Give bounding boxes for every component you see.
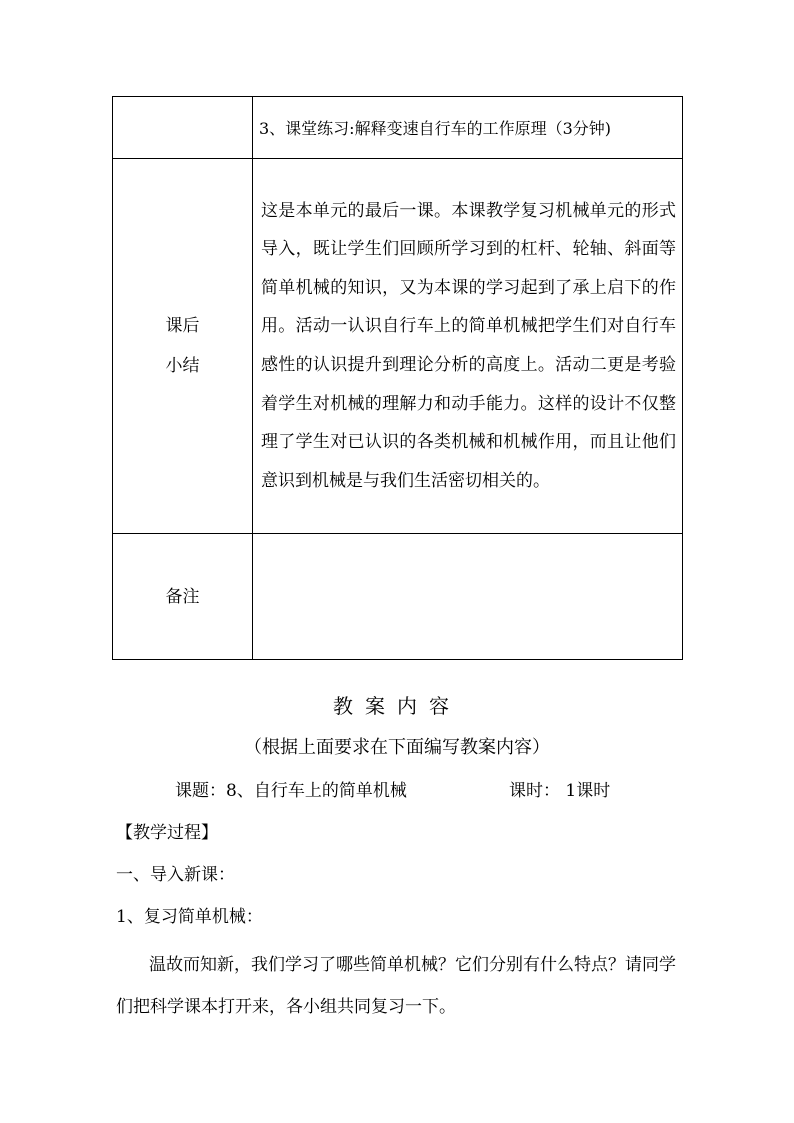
remarks-cell <box>253 534 683 660</box>
process-heading: 【教学过程】 <box>116 823 218 843</box>
summary-label-cell <box>113 159 253 534</box>
paragraph-review: 温故而知新，我们学习了哪些简单机械？它们分别有什么特点？请同学们把科学课本打开来，各小组共同复习一下。 <box>116 955 676 1017</box>
lesson-hours: 课时： 1课时 <box>509 781 611 801</box>
lesson-title: 教案内容 <box>333 694 461 718</box>
table-row <box>113 159 683 534</box>
summary-label-line2: 小结 <box>165 356 200 376</box>
table-row <box>113 534 683 660</box>
summary-cell <box>253 159 683 534</box>
exercise-cell <box>253 97 683 159</box>
table-row <box>113 97 683 159</box>
row-label-empty <box>113 97 253 159</box>
lesson-subtitle: （根据上面要求在下面编写教案内容） <box>244 737 550 758</box>
summary-label-line1: 课后 <box>165 316 200 336</box>
subsection1-heading: 1、复习简单机械： <box>116 907 263 927</box>
exercise-text: 3、课堂练习:解释变速自行车的工作原理（3分钟) <box>259 119 611 138</box>
lesson-topic: 课题：8、自行车上的简单机械 <box>175 781 407 801</box>
remarks-label: 备注 <box>113 534 253 660</box>
lesson-plan-table <box>112 96 683 660</box>
section1-heading: 一、导入新课： <box>116 865 235 885</box>
summary-text: 这是本单元的最后一课。本课教学复习机械单元的形式导入，既让学生们回顾所学习到的杠杆、轮轴、斜面等简单机械的知识，又为本课的学习起到了承上启下的作用。活动一认识自行车上的简单机械把学生们对自行车感性的认识提升到理论分析的高度上。活动二更是考验着学生对机械的理解力和动手能力。这样的设计不仅整理了学生对已认识的各类机械和机械作用，而且让他们意识到机械是与我们生活密切相关的。 <box>261 200 676 491</box>
